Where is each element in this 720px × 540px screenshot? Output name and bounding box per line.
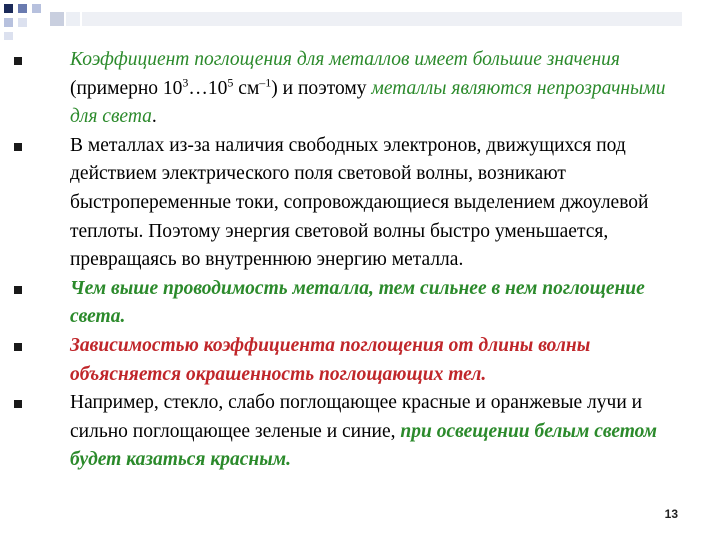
deco-square bbox=[4, 32, 13, 40]
highlight-text: при освещении белым светом будет казаться красным. bbox=[70, 420, 658, 471]
bullet-item bbox=[14, 275, 694, 332]
deco-square bbox=[4, 4, 13, 13]
bullet-item bbox=[14, 46, 694, 132]
highlight-text: Коэффициент поглощения для металлов имеет большие значения bbox=[70, 49, 620, 70]
deco-square bbox=[18, 18, 27, 27]
bullet-list bbox=[14, 46, 694, 475]
highlight-text: металлы являются непрозрачными для света bbox=[70, 77, 666, 128]
body-text: Например, стекло, слабо поглощающее красные и оранжевые лучи и сильно поглощающее зеленые и синие, bbox=[70, 392, 643, 442]
square-bullet-icon bbox=[14, 286, 22, 294]
bullet-item bbox=[14, 332, 694, 389]
body-text: ) и поэтому bbox=[271, 77, 372, 99]
square-bullet-icon bbox=[14, 343, 22, 351]
square-bullet-icon bbox=[14, 57, 22, 65]
deco-square bbox=[18, 4, 27, 13]
body-text: В металлах из-за наличия свободных электронов, движущихся под действием электрического поля световой волны, возникают быстропеременные токи, сопровождающиеся выделением джоулевой теплоты. Поэтому энергия световой волны быстро уменьшается, превращаясь во внутреннюю энергию металла. bbox=[70, 134, 649, 271]
deco-square bbox=[32, 4, 41, 13]
square-bullet-icon bbox=[14, 143, 22, 151]
highlight-text: Зависимостью коэффициента поглощения от длины волны объясняется окрашенность поглощающих тел. bbox=[70, 334, 591, 385]
body-text: . bbox=[151, 106, 157, 128]
bullet-item bbox=[14, 132, 694, 275]
deco-square bbox=[4, 18, 13, 27]
body-text: см bbox=[233, 77, 260, 99]
bullet-item bbox=[14, 389, 694, 475]
body-text: (примерно 10 bbox=[70, 77, 183, 99]
square-bullet-icon bbox=[14, 400, 22, 408]
corner-squares-decoration bbox=[0, 0, 720, 40]
body-text: …10 bbox=[188, 77, 228, 99]
deco-square bbox=[50, 12, 64, 26]
deco-band bbox=[82, 12, 682, 26]
deco-square bbox=[66, 12, 80, 26]
superscript: –1 bbox=[259, 75, 272, 90]
superscript: 3 bbox=[182, 75, 189, 90]
highlight-text: Чем выше проводимость металла, тем сильнее в нем поглощение света. bbox=[70, 277, 645, 328]
page-number: 13 bbox=[664, 507, 678, 521]
superscript: 5 bbox=[227, 75, 234, 90]
